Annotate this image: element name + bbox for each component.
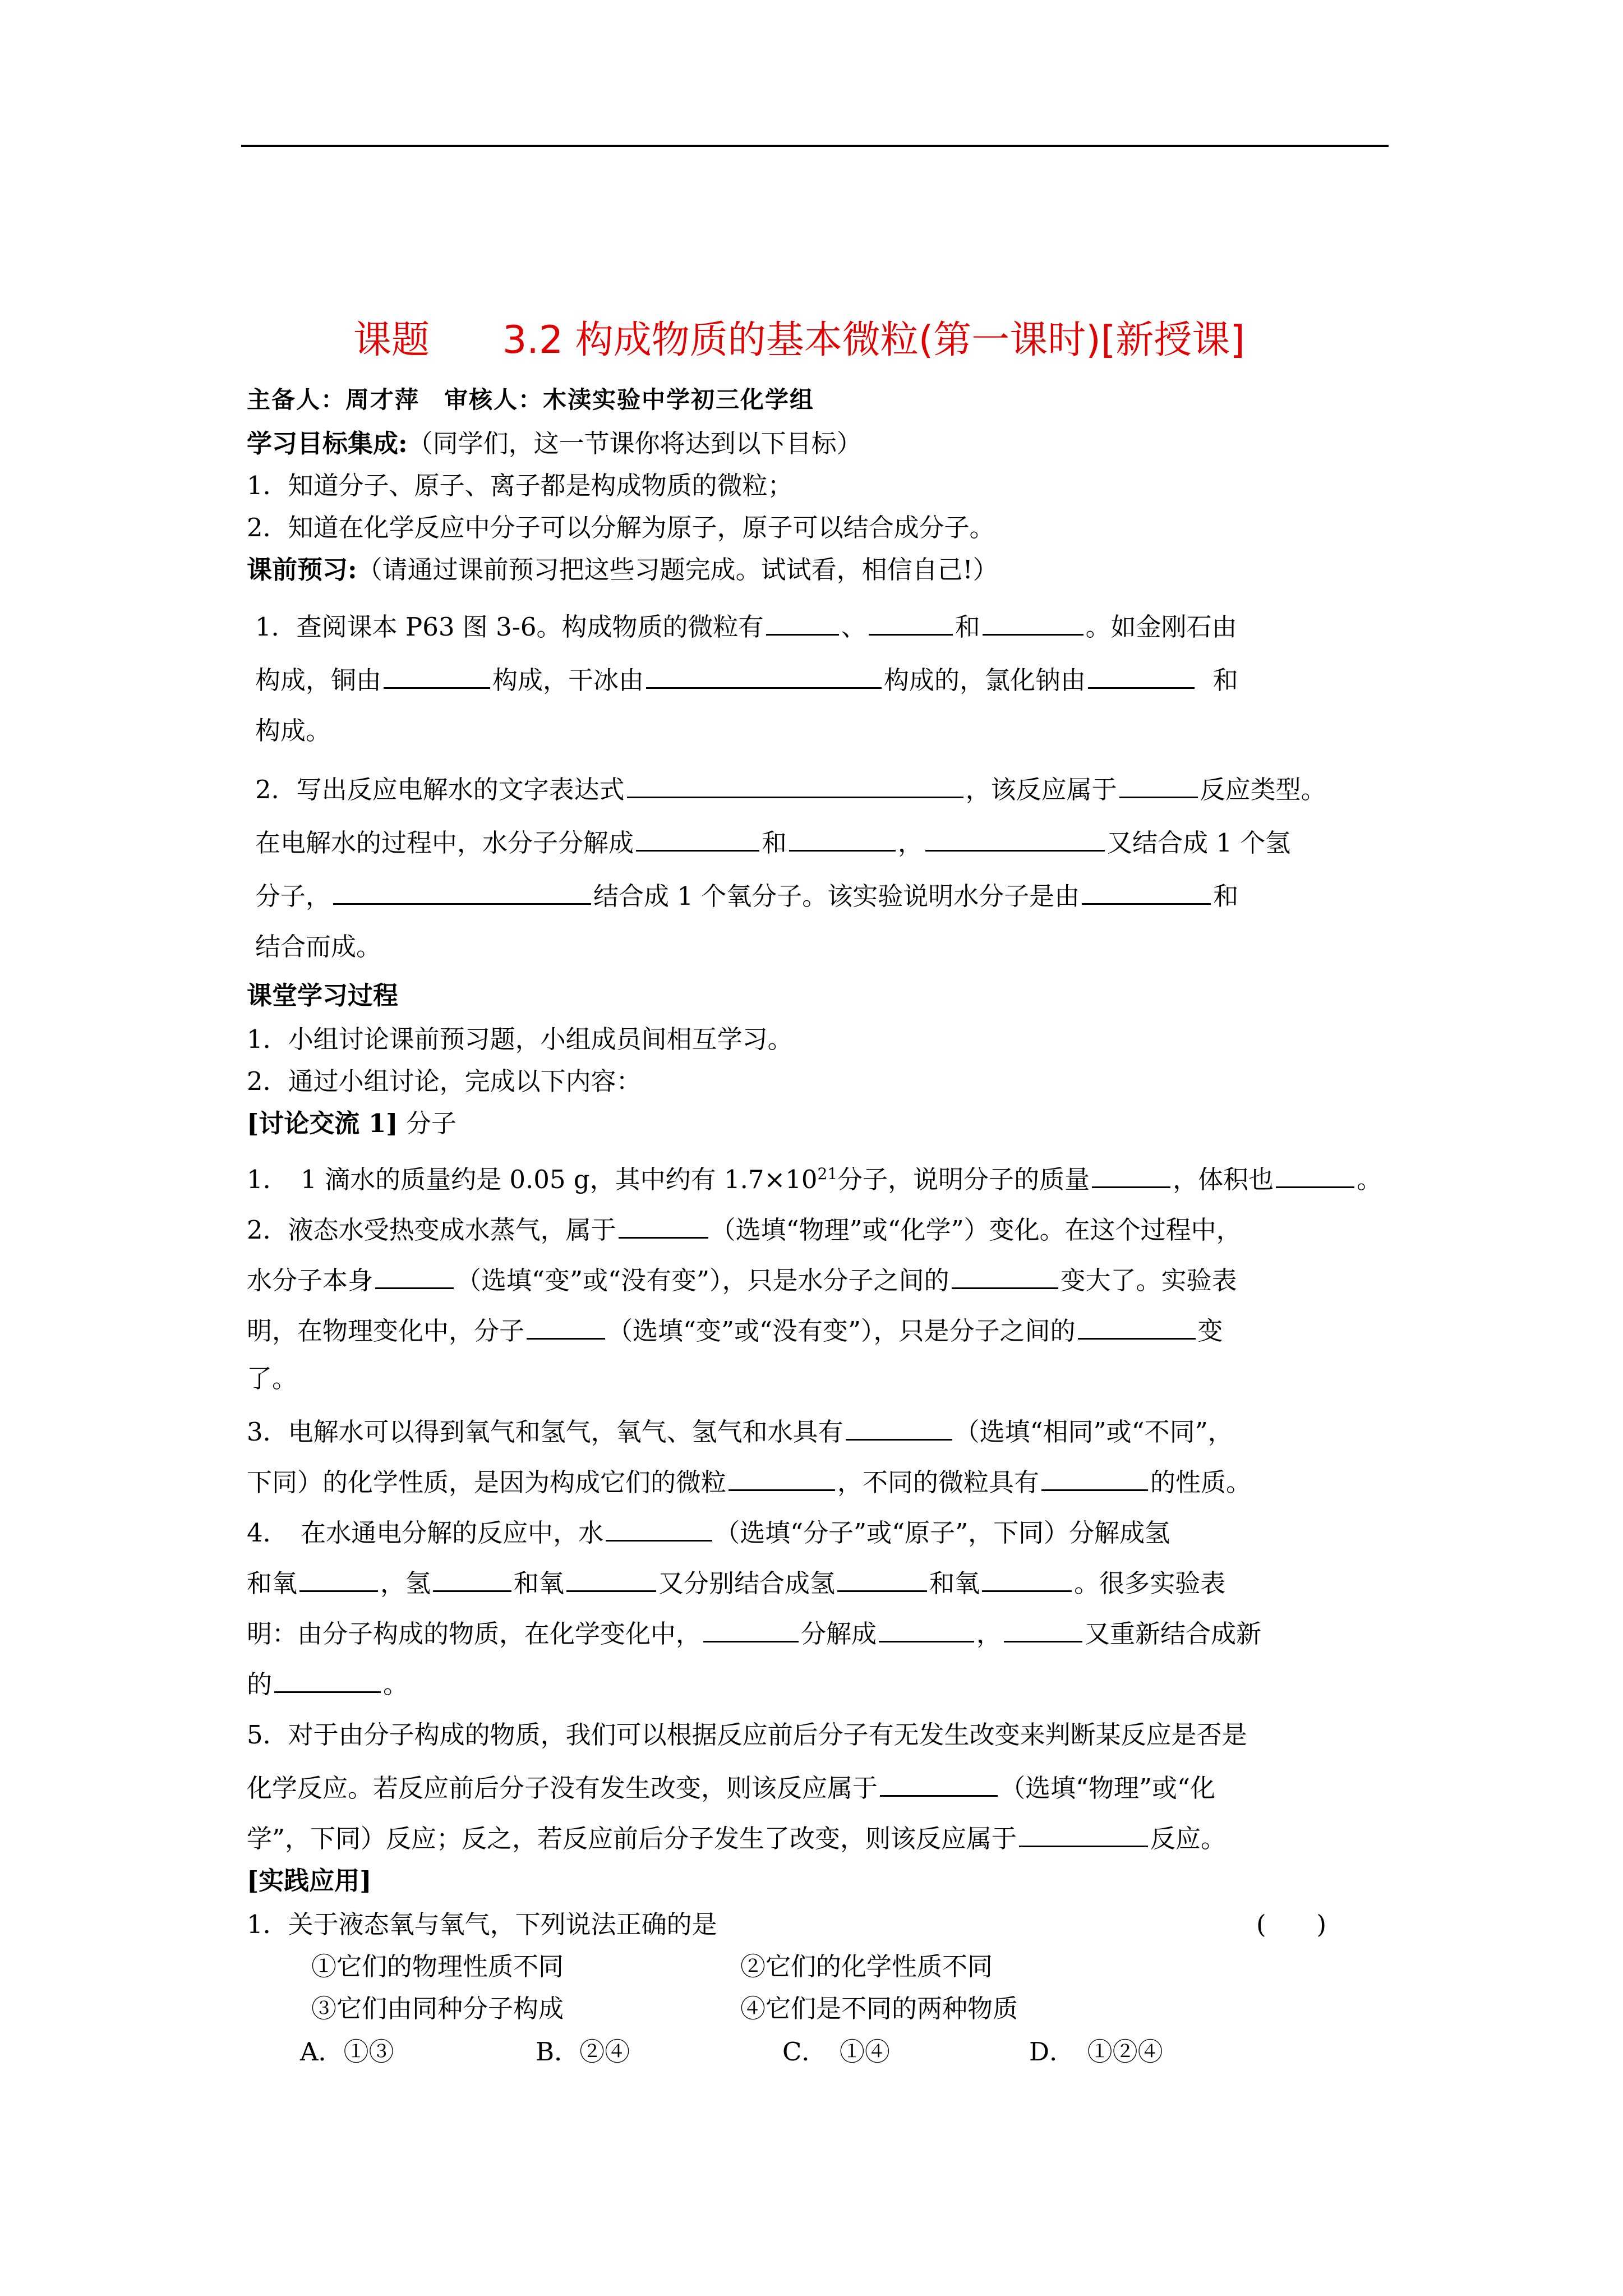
discussion-q2-line2: 水分子本身 （选填“变”或“没有变”），只是水分子之间的 变大了。实验表 (247, 1266, 1237, 1295)
answer-blank[interactable] (766, 611, 839, 636)
answer-blank[interactable] (333, 881, 591, 905)
practice-heading: [实践应用] (247, 1866, 372, 1895)
objective-item: 1．知道分子、原子、离子都是构成物质的微粒； (247, 471, 793, 500)
answer-paren[interactable]: ( ) (1256, 1910, 1327, 1939)
answer-blank[interactable] (837, 1568, 927, 1592)
discussion-q3-line2: 下同）的化学性质，是因为构成它们的微粒 ，不同的微粒具有 的性质。 (247, 1467, 1252, 1497)
answer-blank[interactable] (433, 1568, 511, 1592)
discussion-q2-line3: 明，在物理变化中，分子 （选填“变”或“没有变”），只是分子之间的 变 (247, 1316, 1223, 1346)
answer-blank[interactable] (527, 1315, 605, 1340)
discussion-q4-line1: 4． 在水通电分解的反应中，水 （选填“分子”或“原子”，下同）分解成氢 (247, 1518, 1170, 1548)
objectives-heading: 学习目标集成:（同学们，这一节课你将达到以下目标） (247, 429, 862, 458)
discussion-q4-line3: 明：由分子构成的物质，在化学变化中， 分解成 ， 又重新结合成新 (247, 1619, 1262, 1649)
discussion-q5-line2: 化学反应。若反应前后分子没有发生改变，则该反应属于 （选填“物理”或“化 (247, 1773, 1216, 1803)
preview-q1-line2: 构成，铜由 构成，干冰由 构成的，氯化钠由 和 (255, 665, 1238, 695)
answer-blank[interactable] (925, 827, 1105, 852)
choice-c[interactable]: C． ①④ (782, 2037, 890, 2067)
answer-blank[interactable] (952, 1265, 1058, 1289)
choice-d[interactable]: D． ①②④ (1029, 2037, 1163, 2067)
header-rule (241, 145, 1389, 147)
answer-blank[interactable] (983, 611, 1083, 636)
answer-blank[interactable] (789, 827, 896, 852)
answer-blank[interactable] (375, 1265, 454, 1289)
discussion-q5-line1: 5．对于由分子构成的物质，我们可以根据反应前后分子有无发生改变来判断某反应是否是 (247, 1720, 1247, 1750)
answer-blank[interactable] (1041, 1467, 1148, 1491)
answer-blank[interactable] (1276, 1164, 1354, 1188)
class-process-heading: 课堂学习过程 (247, 981, 399, 1010)
answer-blank[interactable] (1019, 1823, 1148, 1847)
statement-2: ②它们的化学性质不同 (740, 1952, 993, 1981)
statement-3: ③它们由同种分子构成 (311, 1994, 564, 2023)
practice-q1-stem: 1．关于液态氧与氧气，下列说法正确的是 (247, 1910, 717, 1939)
statement-1: ①它们的物理性质不同 (311, 1952, 564, 1981)
answer-blank[interactable] (1092, 1164, 1170, 1188)
preview-heading: 课前预习:（请通过课前预习把这些习题完成。试试看，相信自己!） (247, 555, 998, 585)
page-title: 课题 3.2 构成物质的基本微粒(第一课时)[新授课] (353, 318, 1245, 362)
answer-blank[interactable] (869, 611, 953, 636)
preview-q1-line1: 1．查阅课本 P63 图 3-6。构成物质的微粒有 、 和 。如金刚石由 (255, 612, 1237, 642)
preview-q2-line1: 2．写出反应电解水的文字表达式 ，该反应属于 反应类型。 (255, 775, 1326, 804)
answer-blank[interactable] (846, 1416, 952, 1441)
preview-q2-line4: 结合而成。 (255, 932, 382, 961)
answer-blank[interactable] (636, 827, 759, 852)
answer-blank[interactable] (880, 1773, 998, 1797)
discussion-q2-line4: 了。 (247, 1364, 298, 1393)
answer-blank[interactable] (1082, 881, 1211, 905)
answer-blank[interactable] (982, 1568, 1072, 1592)
class-process-item: 2．通过小组讨论，完成以下内容： (247, 1066, 642, 1096)
answer-blank[interactable] (1088, 665, 1195, 689)
choice-a[interactable]: A．①③ (300, 2037, 394, 2067)
preview-q1-line3: 构成。 (255, 716, 331, 746)
answer-blank[interactable] (728, 1467, 835, 1491)
answer-blank[interactable] (627, 774, 963, 798)
answer-blank[interactable] (1119, 774, 1198, 798)
answer-blank[interactable] (1078, 1315, 1196, 1340)
discussion-q1: 1． 1 滴水的质量约是 0.05 g，其中约有 $1.7\times 10^{21}$分子，说明分子的质量 ，体积也 。 (247, 1165, 1382, 1194)
answer-blank[interactable] (619, 1214, 708, 1239)
discussion-q2-line1: 2．液态水受热变成水蒸气，属于 （选填“物理”或“化学”）变化。在这个过程中， (247, 1215, 1242, 1245)
answer-blank[interactable] (703, 1618, 799, 1642)
preview-q2-line2: 在电解水的过程中，水分子分解成 和 ， 又结合成 1 个氢 (255, 828, 1291, 858)
discussion-q4-line2: 和氧 ，氢 和氧 又分别结合成氢 和氧 。很多实验表 (247, 1568, 1226, 1598)
discussion-q4-line4: 的 。 (247, 1669, 409, 1699)
discussion-heading: [讨论交流 1] 分子 (247, 1108, 457, 1138)
answer-blank[interactable] (606, 1517, 712, 1542)
answer-blank[interactable] (646, 665, 882, 689)
discussion-q5-line3: 学”，下同）反应；反之，若反应前后分子发生了改变，则该反应属于 反应。 (247, 1824, 1227, 1853)
answer-blank[interactable] (1004, 1618, 1082, 1642)
preparer-line: 主备人：周才萍 审核人：木渎实验中学初三化学组 (247, 386, 815, 413)
discussion-q3-line1: 3．电解水可以得到氧气和氢气，氧气、氢气和水具有 （选填“相同”或“不同”， (247, 1417, 1233, 1447)
preview-q2-line3: 分子， 结合成 1 个氧分子。该实验说明水分子是由 和 (255, 881, 1239, 911)
answer-blank[interactable] (274, 1669, 381, 1693)
answer-blank[interactable] (299, 1568, 378, 1592)
class-process-item: 1．小组讨论课前预习题，小组成员间相互学习。 (247, 1024, 793, 1054)
answer-blank[interactable] (384, 665, 490, 689)
answer-blank[interactable] (566, 1568, 656, 1592)
statement-4: ④它们是不同的两种物质 (740, 1994, 1018, 2023)
answer-blank[interactable] (879, 1618, 974, 1642)
choice-b[interactable]: B．②④ (536, 2037, 630, 2067)
objective-item: 2．知道在化学反应中分子可以分解为原子，原子可以结合成分子。 (247, 513, 995, 542)
